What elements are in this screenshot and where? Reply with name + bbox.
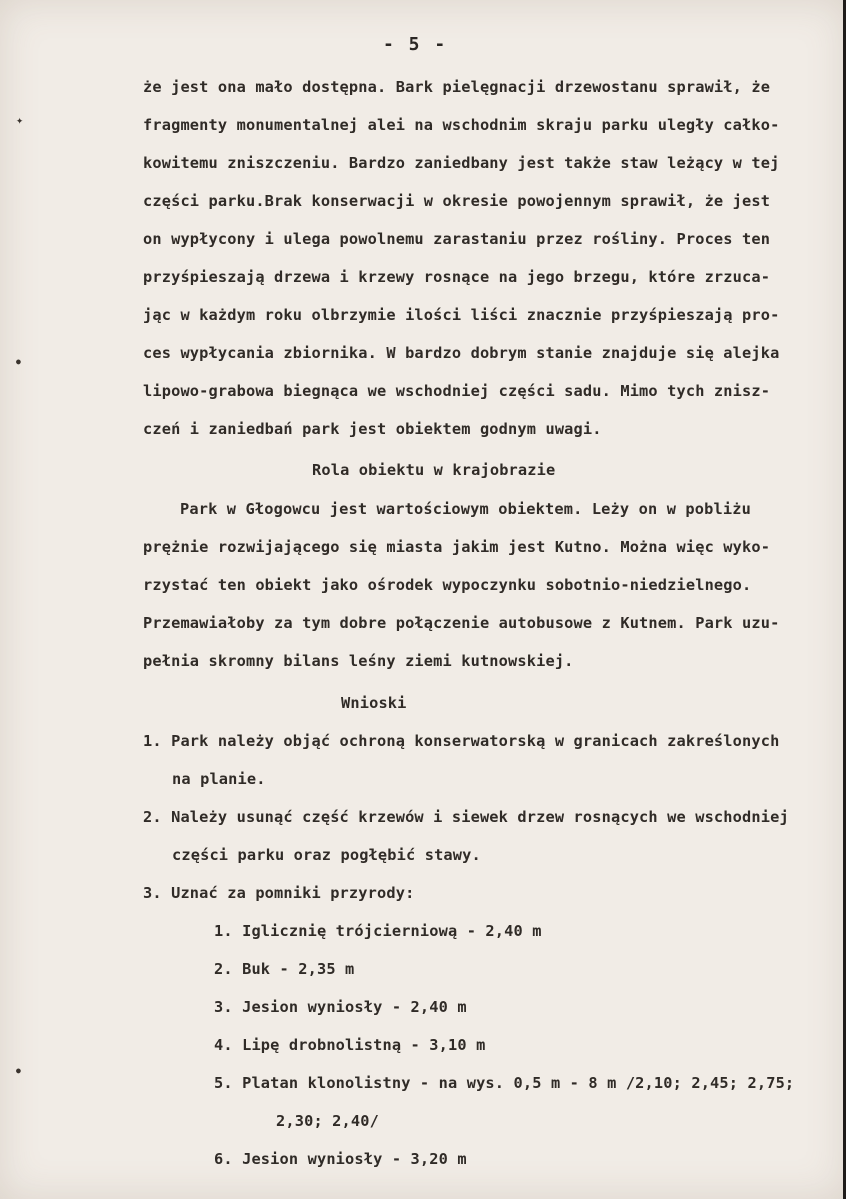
paragraph-line: fragmenty monumentalnej alei na wschodnim skraju parku uległy całko- (143, 116, 780, 134)
list-item: 2. Należy usunąć część krzewów i siewek drzew rosnących we wschodniej (143, 808, 789, 826)
list-item: części parku oraz pogłębić stawy. (172, 846, 481, 864)
list-item: 2. Buk - 2,35 m (214, 960, 355, 978)
list-item: na planie. (172, 770, 266, 788)
list-item: 1. Iglicznię trójcierniową - 2,40 m (214, 922, 542, 940)
margin-mark: ● (16, 357, 21, 366)
section-heading: Wnioski (341, 694, 407, 712)
paragraph-line: prężnie rozwijającego się miasta jakim jest Kutno. Można więc wyko- (143, 538, 771, 556)
paragraph-line: kowitemu zniszczeniu. Bardzo zaniedbany jest także staw leżący w tej (143, 154, 780, 172)
paragraph-line: on wypłycony i ulega powolnemu zarastaniu przez rośliny. Proces ten (143, 230, 771, 248)
paragraph-line: pełnia skromny bilans leśny ziemi kutnowskiej. (143, 652, 574, 670)
list-item: 5. Platan klonolistny - na wys. 0,5 m - 8 m /2,10; 2,45; 2,75; (214, 1074, 795, 1092)
paragraph-line: przyśpieszają drzewa i krzewy rosnące na jego brzegu, które zrzuca- (143, 268, 771, 286)
margin-mark: ✦ (16, 113, 24, 127)
paragraph-line: części parku.Brak konserwacji w okresie powojennym sprawił, że jest (143, 192, 771, 210)
list-item: 4. Lipę drobnolistną - 3,10 m (214, 1036, 486, 1054)
list-item: 2,30; 2,40/ (276, 1112, 379, 1130)
list-item: 1. Park należy objąć ochroną konserwatorską w granicach zakreślonych (143, 732, 780, 750)
paragraph-line: Przemawiałoby za tym dobre połączenie autobusowe z Kutnem. Park uzu- (143, 614, 780, 632)
paragraph-line: rzystać ten obiekt jako ośrodek wypoczynku sobotnio-niedzielnego. (143, 576, 752, 594)
list-item: 3. Uznać za pomniki przyrody: (143, 884, 415, 902)
paragraph-line: że jest ona mało dostępna. Bark pielęgnacji drzewostanu sprawił, że (143, 78, 771, 96)
paragraph-line: Park w Głogowcu jest wartościowym obiektem. Leży on w pobliżu (180, 500, 751, 518)
list-item: 3. Jesion wyniosły - 2,40 m (214, 998, 467, 1016)
paragraph-line: ces wypłycania zbiornika. W bardzo dobrym stanie znajduje się alejka (143, 344, 780, 362)
section-heading: Rola obiektu w krajobrazie (312, 461, 556, 479)
paragraph-line: jąc w każdym roku olbrzymie ilości liści znacznie przyśpieszają pro- (143, 306, 780, 324)
margin-mark: ● (16, 1066, 21, 1075)
paragraph-line: lipowo-grabowa biegnąca we wschodniej części sadu. Mimo tych znisz- (143, 382, 771, 400)
paragraph-line: czeń i zaniedbań park jest obiektem godnym uwagi. (143, 420, 602, 438)
page-number: - 5 - (383, 34, 448, 55)
list-item: 6. Jesion wyniosły - 3,20 m (214, 1150, 467, 1168)
